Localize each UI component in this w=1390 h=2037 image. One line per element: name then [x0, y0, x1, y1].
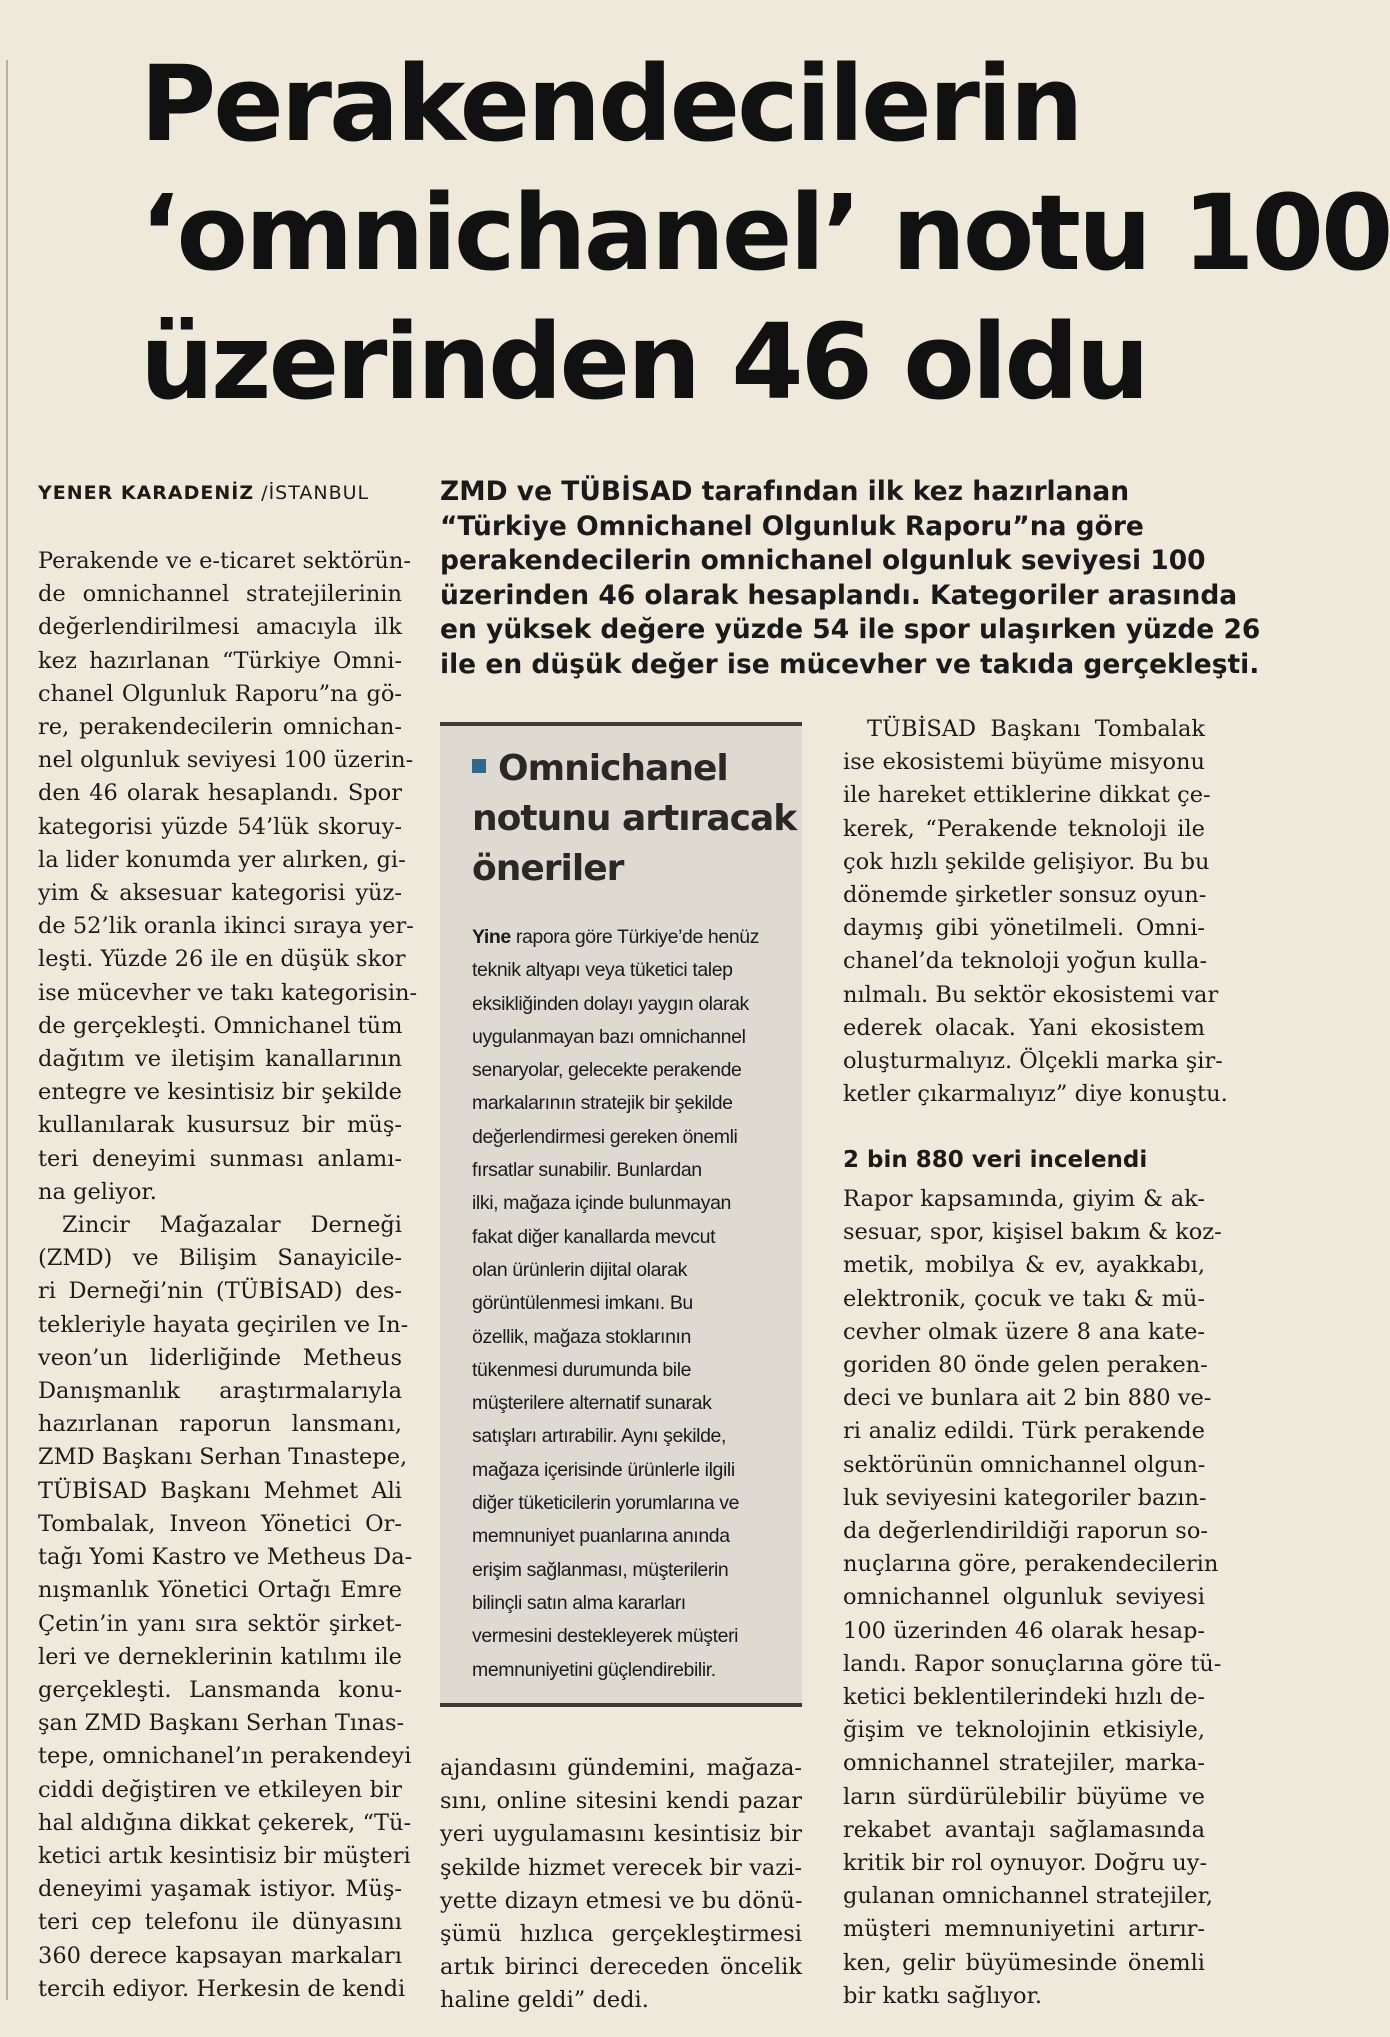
body-line: sesuar, spor, kişisel bakım & koz- — [843, 1219, 1222, 1246]
square-bullet-icon — [472, 759, 486, 773]
body-line: (ZMD) ve Bilişim Sanayicile- — [38, 1245, 402, 1272]
body-line: gerçekleşti. Lansmanda konu- — [38, 1676, 402, 1703]
body-line: landı. Rapor sonuçlarına göre tü- — [843, 1650, 1222, 1677]
sidebar-line: uygulanmayan bazı omnichannel — [472, 1025, 746, 1048]
body-line: dönemde şirketler sonsuz oyun- — [843, 882, 1207, 909]
article-column-1 — [38, 545, 418, 2006]
sidebar-line: markalarının stratejik bir şekilde — [472, 1092, 733, 1115]
body-line: nel olgunluk seviyesi 100 üzerin- — [38, 747, 414, 774]
body-line: Tombalak, Inveon Yönetici Or- — [38, 1510, 402, 1537]
body-line: leşti. Yüzde 26 ile en düşük skor — [38, 946, 406, 973]
body-line: kerek, “Perakende teknoloji ile — [843, 815, 1205, 842]
body-line: deneyimi yaşamak istiyor. Müş- — [38, 1876, 402, 1903]
body-line: omnichannel olgunluk seviyesi — [843, 1584, 1205, 1611]
sidebar-line: müşterilere alternatif sunarak — [472, 1392, 712, 1415]
body-line: deci ve bunlara ait 2 bin 880 ve- — [843, 1385, 1212, 1412]
body-line: Çetin’in yanı sıra sektör şirket- — [38, 1610, 402, 1637]
sidebar-line: senaryolar, gelecekte perakende — [472, 1059, 742, 1082]
body-line: ğişim ve teknolojinin etkisiyle, — [843, 1717, 1205, 1744]
lead-paragraph — [440, 475, 1261, 682]
article-column-3-continued — [843, 1183, 1222, 2013]
body-line: yeri uygulamasını kesintisiz bir — [440, 1821, 802, 1848]
body-line: ken, gelir büyümesinde önemli — [843, 1949, 1205, 1976]
body-line: ederek olacak. Yani ekosistem — [843, 1014, 1205, 1041]
byline — [38, 482, 369, 504]
body-line: kritik bir rol oynuyor. Doğru uy- — [843, 1850, 1208, 1877]
sidebar-title-line: öneriler — [472, 848, 624, 889]
body-line: leri ve derneklerinin katılımı ile — [38, 1643, 402, 1670]
body-line: sektörünün omnichannel olgun- — [843, 1451, 1206, 1478]
body-line: ri Derneği’nin (TÜBİSAD) des- — [38, 1278, 402, 1305]
sidebar-line: satışları artırabilir. Aynı şekilde, — [472, 1425, 727, 1448]
sidebar-line: teknik altyapı veya tüketici talep — [472, 959, 733, 982]
section-subhead: 2 bin 880 veri incelendi — [843, 1147, 1148, 1173]
body-line: na geliyor. — [38, 1178, 157, 1205]
body-line: ciddi değiştiren ve etkileyen bir — [38, 1776, 402, 1803]
headline — [140, 40, 1390, 427]
body-line: teri cep telefonu ile dünyasını — [38, 1909, 402, 1936]
headline-line: ‘omnichanel’ notu 100 — [140, 172, 1390, 294]
body-line: nılmalı. Bu sektör ekosistemi var — [843, 981, 1219, 1008]
body-line: Perakende ve e-ticaret sektörün- — [38, 548, 411, 574]
sidebar-line — [472, 921, 777, 954]
article-column-2 — [440, 1752, 802, 2018]
body-line: artık birinci dereceden öncelik — [440, 1954, 802, 1981]
body-line: TÜBİSAD Başkanı Mehmet Ali — [38, 1477, 402, 1504]
sidebar-line: eksikliğinden dolayı yaygın olarak — [472, 992, 749, 1015]
body-line: nuçlarına göre, perakendecilerin — [843, 1551, 1219, 1578]
sidebar-line: olan ürünlerin dijital olarak — [472, 1258, 687, 1281]
body-line: entegre ve kesintisiz bir şekilde — [38, 1079, 402, 1106]
sidebar-title-line — [472, 744, 792, 794]
body-line: 360 derece kapsayan markaları — [38, 1942, 402, 1969]
body-line: kategorisi yüzde 54’lük skoruy- — [38, 813, 402, 840]
body-line: değerlendirilmesi amacıyla ilk — [38, 614, 402, 641]
body-line: çok hızlı şekilde gelişiyor. Bu bu — [843, 848, 1210, 875]
body-line: şümü hızlıca gerçekleştirmesi — [440, 1921, 802, 1948]
sidebar-box — [440, 722, 802, 1707]
body-line: chanel Olgunluk Raporu”na gö- — [38, 680, 402, 707]
sidebar-line: mağaza içerisinde ürünlerle ilgili — [472, 1458, 735, 1481]
body-line: müşteri memnuniyetini artırır- — [843, 1916, 1205, 1943]
body-line: bir katkı sağlıyor. — [843, 1982, 1043, 2009]
body-line: nışmanlık Yönetici Ortağı Emre — [38, 1577, 402, 1604]
sidebar-line: diğer tüketicilerin yorumlarına ve — [472, 1492, 740, 1515]
body-line: omnichannel stratejiler, marka- — [843, 1750, 1205, 1777]
lead-line: ile en düşük değer ise mücevher ve takıda gerçekleşti. — [440, 648, 1260, 680]
body-line: tekleriyle hayata geçirilen ve In- — [38, 1311, 409, 1338]
body-line: ise ekosistemi büyüme misyonu — [843, 749, 1205, 776]
body-line: daymış gibi yönetilmeli. Omni- — [843, 915, 1205, 942]
body-line: ketici beklentilerindeki hızlı de- — [843, 1684, 1205, 1711]
body-line: haline geldi” dedi. — [440, 1987, 649, 2014]
column-rule — [6, 60, 8, 2000]
lead-line: ZMD ve TÜBİSAD tarafından ilk kez hazırlanan — [440, 476, 1130, 507]
body-line: veon’un liderliğinde Metheus — [38, 1344, 402, 1371]
body-line: yim & aksesuar kategorisi yüz- — [38, 880, 402, 907]
sidebar-line: bilinçli satın alma kararları — [472, 1591, 686, 1614]
article-column-3 — [843, 713, 1228, 1111]
dateline-city: İSTANBUL — [268, 482, 370, 504]
sidebar-line: ilki, mağaza içinde bulunmayan — [472, 1192, 731, 1215]
body-line: 100 üzerinden 46 olarak hesap- — [843, 1617, 1205, 1644]
body-line: ile hareket ettiklerine dikkat çe- — [843, 782, 1211, 809]
sidebar-line: tükenmesi durumunda bile — [472, 1358, 692, 1381]
sidebar-body — [472, 921, 777, 1687]
sidebar-line: fakat diğer kanallarda mevcut — [472, 1225, 716, 1248]
body-line: Rapor kapsamında, giyim & ak- — [843, 1186, 1205, 1212]
body-line: ların sürdürülebilir büyüme ve — [843, 1783, 1205, 1810]
body-line: ketici artık kesintisiz bir müşteri — [38, 1842, 411, 1869]
body-line: den 46 olarak hesaplandı. Spor — [38, 780, 402, 807]
body-line: tağı Yomi Kastro ve Metheus Da- — [38, 1544, 413, 1571]
sidebar-line: erişim sağlanması, müşterilerin — [472, 1558, 729, 1581]
headline-line: Perakendecilerin — [140, 43, 1081, 165]
body-line: luk seviyesini kategoriler bazın- — [843, 1484, 1207, 1511]
lead-line: “Türkiye Omnichanel Olgunluk Raporu”na göre — [440, 510, 1144, 542]
body-line: kez hazırlanan “Türkiye Omni- — [38, 647, 402, 674]
body-line: hal aldığına dikkat çekerek, “Tü- — [38, 1809, 412, 1836]
body-line: metik, mobilya & ev, ayakkabı, — [843, 1252, 1205, 1279]
body-line: chanel’da teknoloji yoğun kulla- — [843, 948, 1208, 975]
body-line: dağıtım ve iletişim kanallarının — [38, 1046, 402, 1073]
body-line: ri analiz edildi. Türk perakende — [843, 1418, 1205, 1445]
body-line: tepe, omnichanel’ın perakendeyi — [38, 1743, 412, 1770]
body-line: sını, online sitesini kendi pazar — [440, 1788, 802, 1815]
body-line: Danışmanlık araştırmalarıyla — [38, 1378, 402, 1405]
sidebar-first-line: rapora göre Türkiye’de henüz — [510, 926, 760, 948]
sidebar-lead-word: Yine — [472, 926, 511, 948]
body-line: tercih ediyor. Herkesin de kendi — [38, 1975, 406, 2002]
sidebar-line: değerlendirmesi gereken önemli — [472, 1125, 738, 1148]
body-line: şan ZMD Başkanı Serhan Tınas- — [38, 1710, 405, 1737]
sidebar-line: memnuniyetini güçlendirebilir. — [472, 1658, 716, 1681]
body-line: Zincir Mağazalar Derneği — [62, 1212, 402, 1239]
byline-separator: / — [261, 482, 269, 504]
body-line: cevher olmak üzere 8 ana kate- — [843, 1318, 1205, 1345]
sidebar-line: fırsatlar sunabilir. Bunlardan — [472, 1159, 702, 1182]
sidebar-line: özellik, mağaza stoklarının — [472, 1325, 691, 1348]
sidebar-line: vermesini destekleyerek müşteri — [472, 1625, 739, 1648]
body-line: teri deneyimi sunması anlamı- — [38, 1145, 402, 1172]
lead-line: en yüksek değere yüzde 54 ile spor ulaşırken yüzde 26 — [440, 614, 1261, 645]
body-line: elektronik, çocuk ve takı & mü- — [843, 1285, 1205, 1312]
body-line: ajandasını gündemini, mağaza- — [440, 1755, 802, 1781]
sidebar-title — [472, 744, 797, 894]
lead-line: üzerinden 46 olarak hesaplandı. Kategoriler arasında — [440, 579, 1238, 611]
body-line: şekilde hizmet verecek bir vazi- — [440, 1854, 802, 1881]
sidebar-line: görüntülenmesi imkanı. Bu — [472, 1292, 693, 1315]
body-line: TÜBİSAD Başkanı Tombalak — [867, 716, 1205, 742]
sidebar-title-text: Omnichanel — [498, 748, 728, 789]
body-line: hazırlanan raporun lansmanı, — [38, 1411, 402, 1438]
body-line: goriden 80 önde gelen peraken- — [843, 1352, 1208, 1379]
body-line: rekabet avantajı sağlamasında — [843, 1816, 1205, 1843]
headline-line: üzerinden 46 oldu — [140, 301, 1147, 423]
sidebar-line: memnuniyet puanlarına anında — [472, 1525, 730, 1548]
body-line: da değerlendirildiği raporun so- — [843, 1518, 1208, 1545]
body-line: gulanan omnichannel stratejiler, — [843, 1883, 1214, 1910]
body-line: de gerçekleşti. Omnichanel tüm — [38, 1012, 403, 1039]
body-line: ise mücevher ve takı kategorisin- — [38, 979, 418, 1006]
body-line: oluşturmalıyız. Ölçekli marka şir- — [843, 1048, 1223, 1075]
body-line: de omnichannel stratejilerinin — [38, 581, 402, 608]
body-line: la lider konumda yer alırken, gi- — [38, 846, 406, 873]
author-name: YENER KARADENİZ — [38, 482, 255, 504]
body-line: re, perakendecilerin omnichan- — [38, 714, 402, 741]
body-line: ZMD Başkanı Serhan Tınastepe, — [38, 1444, 408, 1471]
body-line: ketler çıkarmalıyız” diye konuştu. — [843, 1081, 1228, 1108]
body-line: de 52’lik oranla ikinci sıraya yer- — [38, 913, 414, 940]
lead-line: perakendecilerin omnichanel olgunluk seviyesi 100 — [440, 545, 1206, 576]
body-line: kullanılarak kusursuz bir müş- — [38, 1112, 402, 1139]
body-line: yette dizayn etmesi ve bu dönü- — [440, 1887, 803, 1914]
sidebar-title-line: notunu artıracak — [472, 798, 797, 839]
